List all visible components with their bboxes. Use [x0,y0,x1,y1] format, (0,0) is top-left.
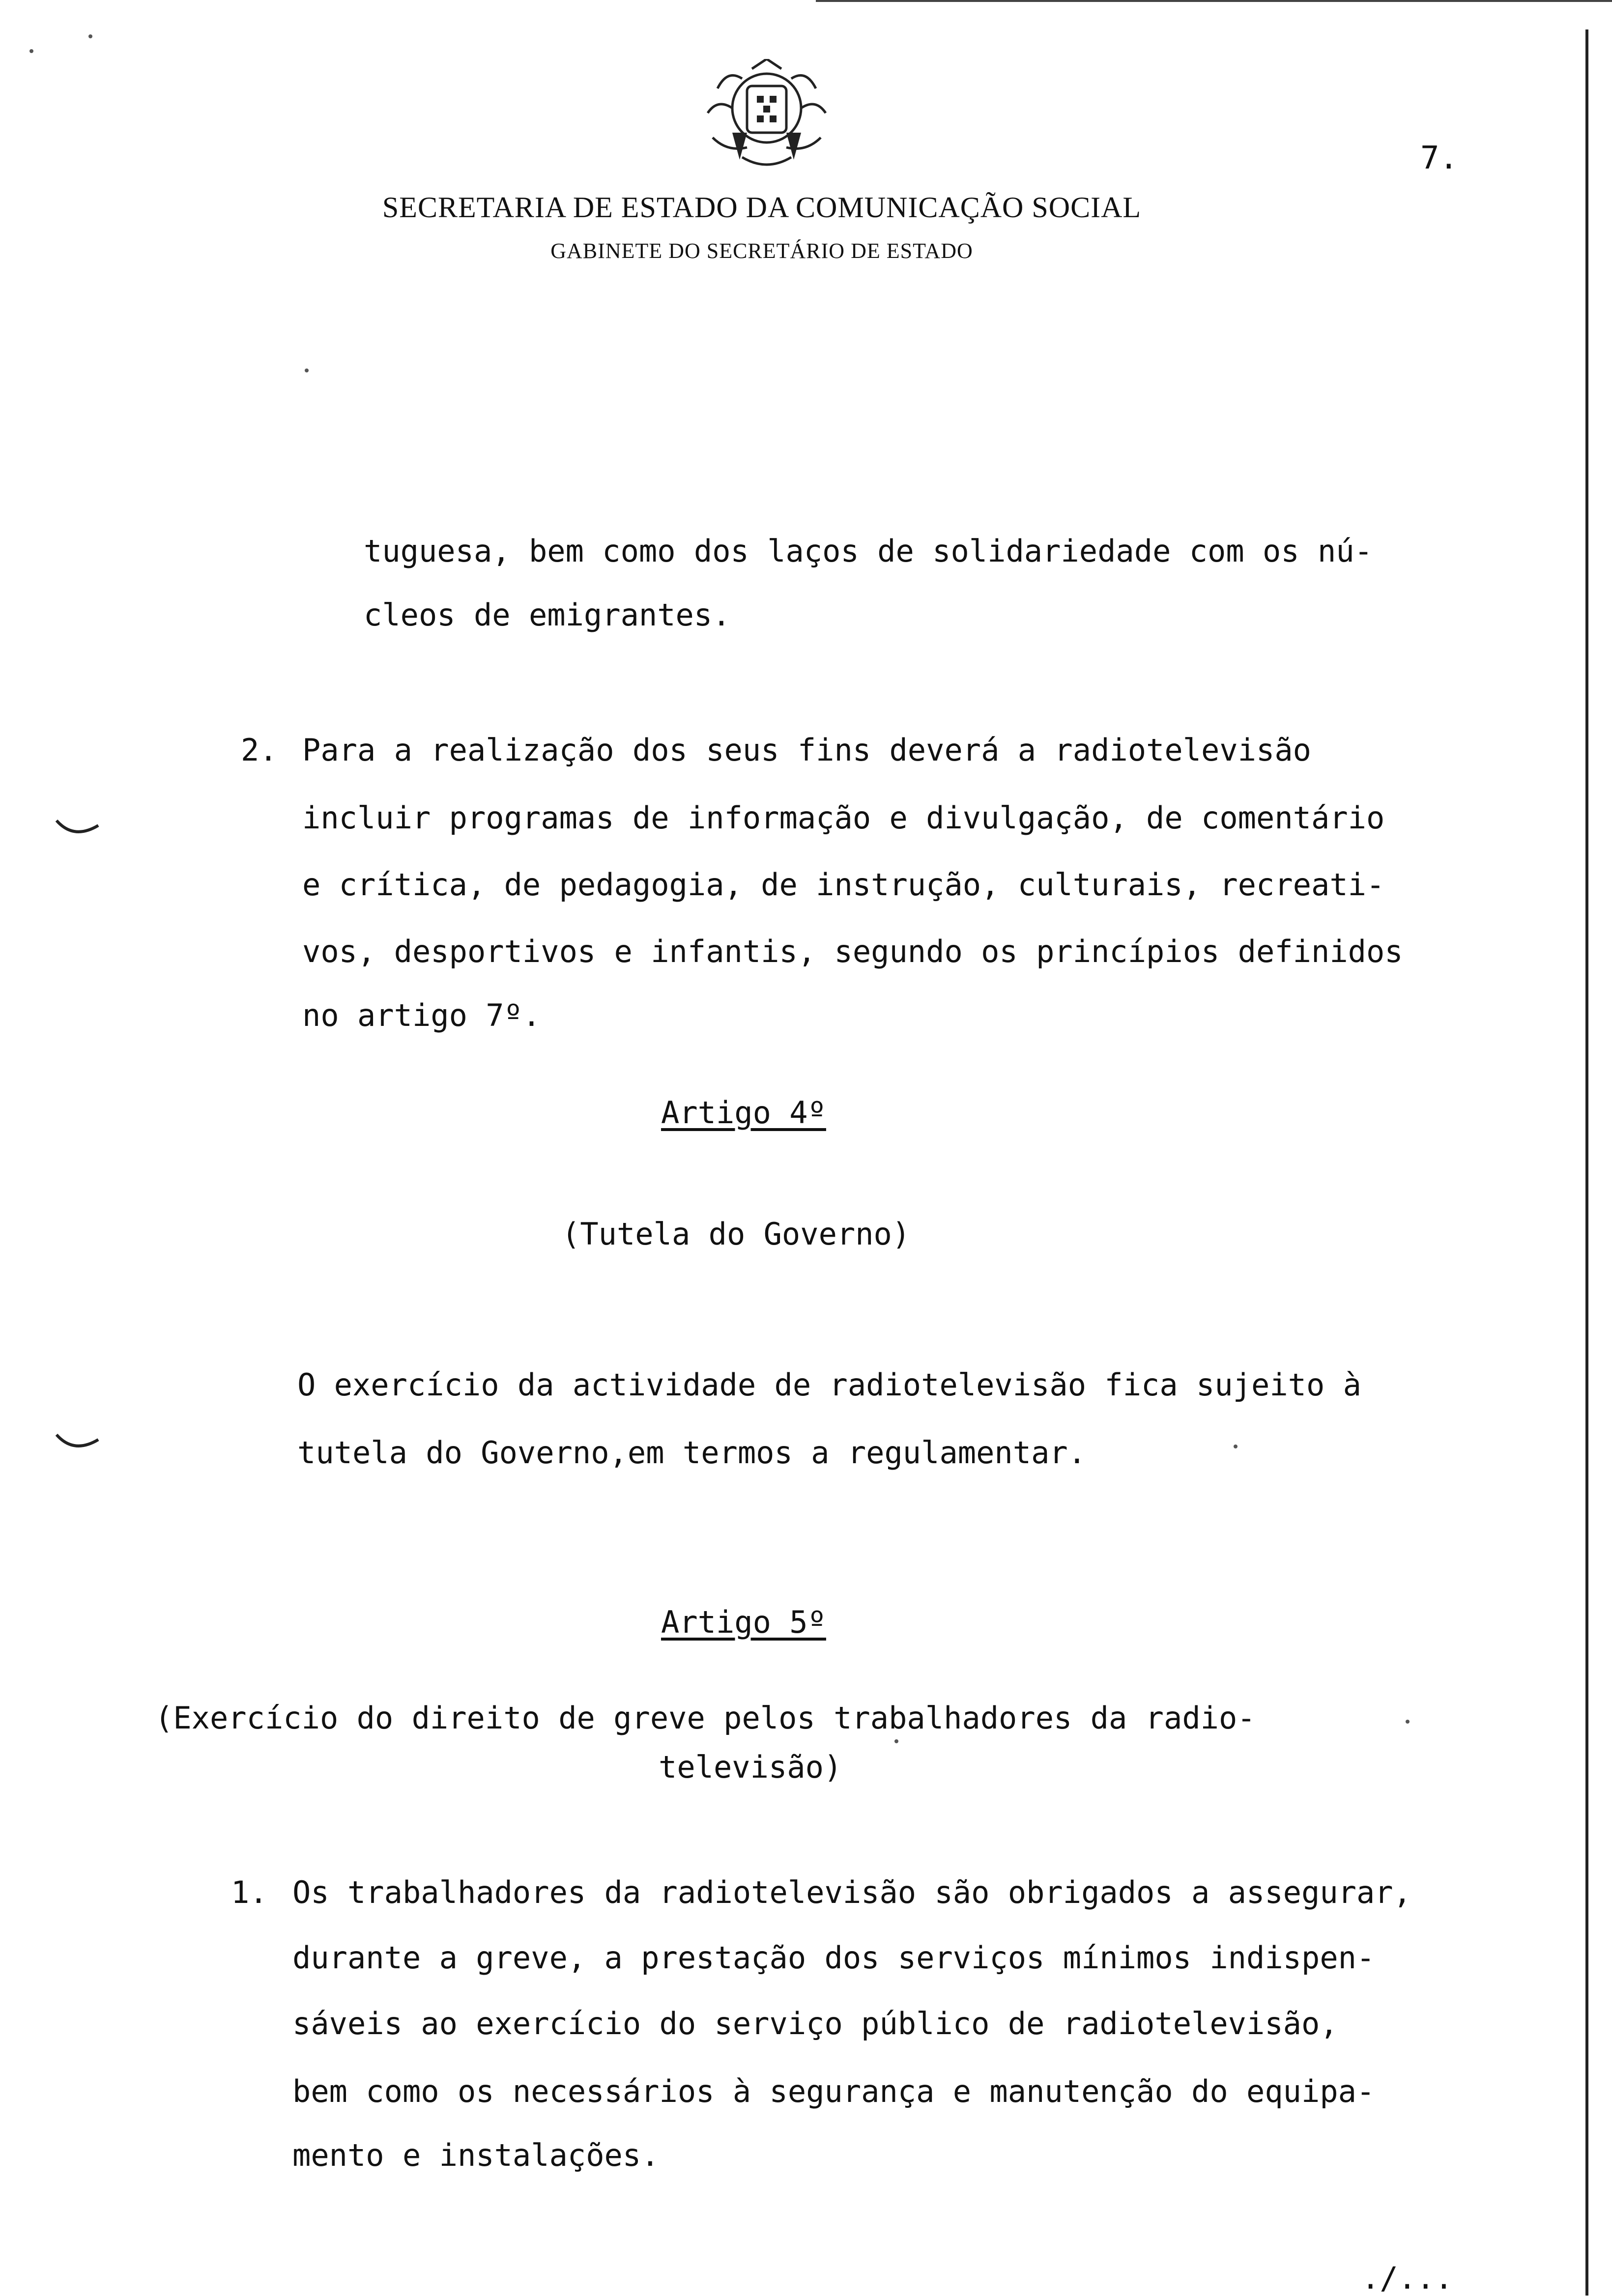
organization-subtitle: GABINETE DO SECRETÁRIO DE ESTADO [550,239,973,263]
paragraph-line: vos, desportivos e infantis, segundo os princípios definidos [302,934,1403,969]
scan-speck [29,49,33,53]
paragraph-line: mento e instalações. [292,2137,660,2173]
paragraph-line: Para a realização dos seus fins deverá a radiotelevisão [302,732,1311,768]
article-subtitle: televisão) [659,1749,842,1785]
paragraph-line: durante a greve, a prestação dos serviços mínimos indispen- [292,1940,1375,1976]
scan-speck [894,1739,898,1743]
paragraph-line: Os trabalhadores da radiotelevisão são obrigados a assegurar, [292,1874,1411,1910]
scan-speck [305,368,309,372]
scan-speck [88,34,92,38]
article-subtitle: (Exercício do direito de greve pelos trabalhadores da radio- [155,1700,1256,1736]
list-item-number: 2. [241,732,278,768]
organization-title: SECRETARIA DE ESTADO DA COMUNICAÇÃO SOCIAL [382,191,1142,224]
paragraph-line: O exercício da actividade de radiotelevisão fica sujeito à [297,1367,1361,1403]
scan-speck [1406,1720,1410,1724]
margin-mark-icon [54,816,103,845]
margin-mark-icon [54,1425,103,1464]
coat-of-arms-emblem-icon [688,59,845,172]
paragraph-line: bem como os necessários à segurança e manutenção do equipa- [292,2073,1375,2109]
right-edge-rule [1585,29,1588,2296]
continuation-mark: ./... [1361,2260,1453,2296]
paragraph-line: sáveis ao exercício do serviço público de radiotelevisão, [292,2006,1338,2041]
paragraph-line: cleos de emigrantes. [364,597,731,633]
top-edge-rule [816,0,1612,2]
list-item-number: 1. [231,1874,268,1910]
paragraph-line: tutela do Governo,em termos a regulamentar. [297,1435,1087,1471]
paragraph-line: incluir programas de informação e divulgação, de comentário [302,800,1385,836]
paragraph-line: no artigo 7º. [302,997,541,1033]
article-heading: Artigo 5º [661,1604,826,1640]
scan-speck [1234,1445,1238,1448]
paragraph-line: e crítica, de pedagogia, de instrução, culturais, recreati- [302,867,1385,903]
article-heading: Artigo 4º [661,1095,826,1131]
page-number: 7. [1420,140,1459,176]
article-subtitle: (Tutela do Governo) [562,1216,911,1252]
paragraph-line: tuguesa, bem como dos laços de solidariedade com os nú- [364,533,1373,569]
